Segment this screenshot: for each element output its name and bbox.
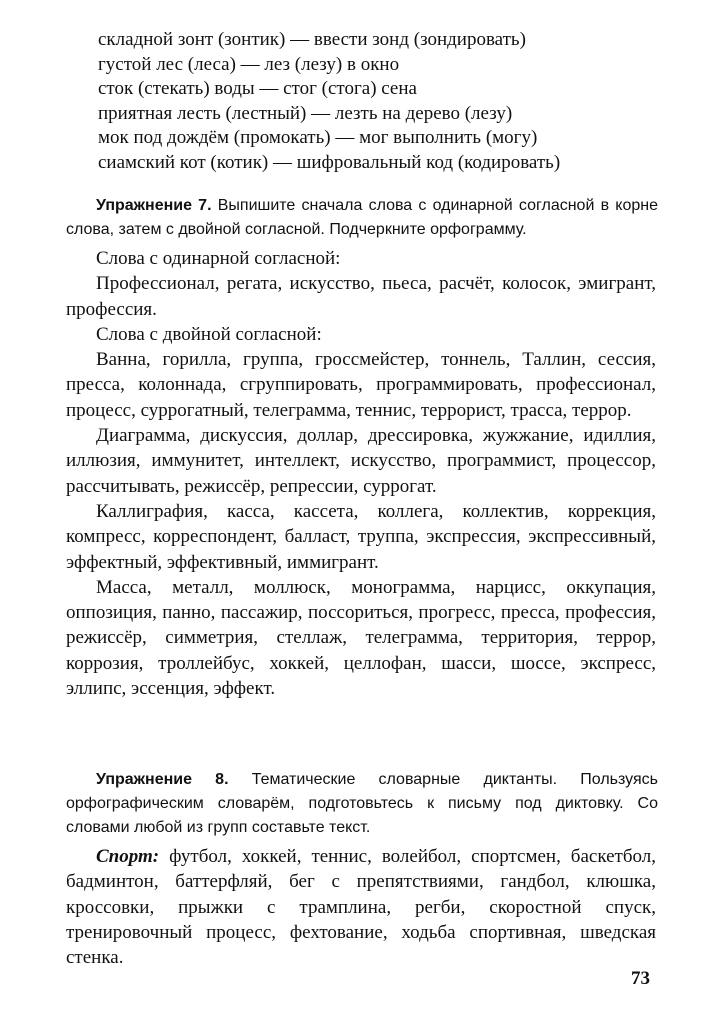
sport-label: Спорт: bbox=[96, 846, 160, 867]
word-pair: густой лес (леса) — лез (лезу) в окно bbox=[98, 53, 400, 75]
double-consonant-label: Слова с двойной согласной: bbox=[96, 323, 322, 345]
exercise-7-heading bbox=[66, 194, 658, 242]
word-pairs-list bbox=[98, 28, 678, 176]
double-consonant-paragraph: Масса, металл, моллюск, монограмма, нарцисс, оккупация, оппозиция, панно, пассажир, поссориться, прогресс, пресса, профессия, режиссёр, симметрия, стеллаж, телеграмма, территория, террор, коррозия, троллейбус, хоккей, целлофан, шасси, шоссе, экспресс, эллипс, эссенция, эффект. bbox=[66, 576, 656, 700]
double-consonant-paragraph: Каллиграфия, касса, кассета, коллега, коллектив, коррекция, компресс, корреспондент, балласт, труппа, экспрессия, экспрессивный, эффектный, эффективный, иммигрант. bbox=[66, 500, 656, 573]
word-pair: приятная лесть (лестный) — лезть на дерево (лезу) bbox=[98, 102, 513, 124]
word-pair: мок под дождём (промокать) — мог выполнить (могу) bbox=[98, 127, 538, 149]
double-consonant-paragraph: Диаграмма, дискуссия, доллар, дрессировка, жужжание, идиллия, иллюзия, иммунитет, интеллект, искусство, программист, процессор, рассчитывать, режиссёр, репрессии, суррогат. bbox=[66, 425, 656, 497]
page-number: 73 bbox=[631, 968, 650, 989]
single-consonant-label: Слова с одинарной согласной: bbox=[96, 248, 341, 269]
word-pair: сиамский кот (котик) — шифровальный код (кодировать) bbox=[98, 151, 561, 173]
exercise-8-instruction: Тематические словарные диктанты. Пользуясь орфографическим словарём, подготовьтесь к письму под диктовку. Со словами любой из групп составьте текст. bbox=[66, 771, 658, 836]
exercise-7-title: Упражнение 7. bbox=[96, 197, 212, 214]
exercise-8-heading bbox=[66, 768, 658, 840]
single-consonant-words: Профессионал, регата, искусство, пьеса, расчёт, колосок, эмигрант, профессия. bbox=[66, 273, 656, 320]
exercise-7-body bbox=[66, 246, 656, 701]
double-consonant-paragraph: Ванна, горилла, группа, гроссмейстер, тоннель, Таллин, сессия, пресса, колоннада, сгруппировать, программировать, профессионал, процесс, суррогатный, телеграмма, теннис, террорист, трасса, террор. bbox=[66, 349, 656, 421]
exercise-8-body bbox=[66, 844, 656, 970]
word-pair: складной зонт (зонтик) — ввести зонд (зондировать) bbox=[98, 29, 526, 50]
word-pair: сток (стекать) воды — стог (стога) сена bbox=[98, 78, 417, 100]
exercise-8-title: Упражнение 8. bbox=[96, 771, 229, 788]
sport-word-list: футбол, хоккей, теннис, волейбол, спортсмен, баскетбол, бадминтон, баттерфляй, бег с препятствиями, гандбол, клюшка, кроссовки, прыжки с трамплина, регби, скоростной спуск, тренировочный процесс, фехтование, ходьба спортивная, шведская стенка. bbox=[66, 846, 656, 969]
exercise-7-instruction: Выпишите сначала слова с одинарной согласной в корне слова, затем с двойной согласной. Подчеркните орфограмму. bbox=[66, 197, 658, 238]
sport-words bbox=[66, 844, 656, 970]
